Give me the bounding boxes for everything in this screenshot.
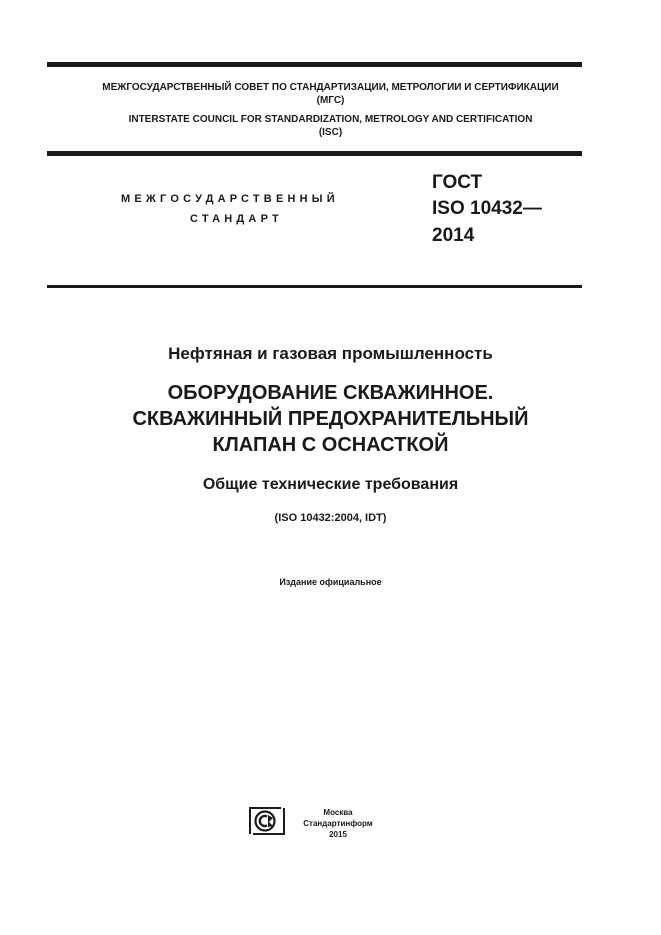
gost-label: ГОСТ [432, 172, 483, 193]
council-ru: МЕЖГОСУДАРСТВЕННЫЙ СОВЕТ ПО СТАНДАРТИЗАЦИИ, МЕТРОЛОГИИ И СЕРТИФИКАЦИИ [102, 82, 559, 93]
gost-year: 2014 [432, 225, 475, 246]
main-title-line1: ОБОРУДОВАНИЕ СКВАЖИННОЕ. [167, 382, 494, 404]
publisher-name: Стандартинформ [303, 819, 373, 828]
gost-number: ISO 10432— [432, 198, 542, 219]
publisher-year: 2015 [329, 830, 347, 839]
designation-rule [47, 285, 582, 288]
publisher-city: Москва [323, 808, 353, 817]
edition-note: Издание официальное [279, 577, 382, 587]
main-title-line2: СКВАЖИННЫЙ ПРЕДОХРАНИТЕЛЬНЫЙ [132, 408, 529, 430]
header-rule [47, 151, 582, 156]
standard-type-line1: МЕЖГОСУДАРСТВЕННЫЙ [121, 193, 339, 205]
standard-type-line2: СТАНДАРТ [190, 213, 283, 225]
top-rule [47, 62, 582, 67]
iso-reference: (ISO 10432:2004, IDT) [274, 512, 387, 524]
council-en-abbr: (ISC) [318, 127, 343, 138]
main-title-line3: КЛАПАН С ОСНАСТКОЙ [212, 434, 449, 456]
standartinform-logo-icon [248, 806, 286, 836]
subtitle: Общие технические требования [202, 476, 459, 493]
industry-title: Нефтяная и газовая промышленность [168, 344, 493, 363]
council-ru-abbr: (МГС) [316, 95, 345, 106]
council-en: INTERSTATE COUNCIL FOR STANDARDIZATION, METROLOGY AND CERTIFICATION [128, 114, 533, 125]
